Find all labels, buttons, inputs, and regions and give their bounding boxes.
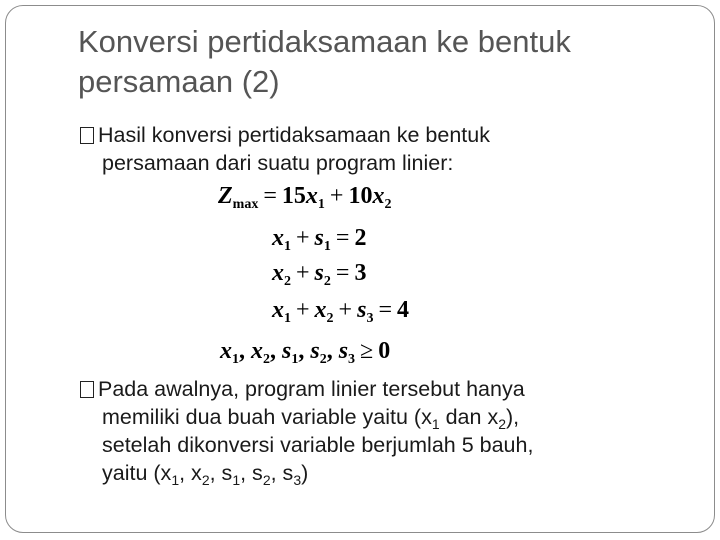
sub-max: max — [232, 197, 259, 212]
title-line-1: Konversi pertidaksamaan ke bentuk — [78, 24, 571, 59]
bullet-pada-awalnya — [80, 375, 533, 487]
var: s — [338, 338, 349, 364]
equation-1: $x_1 + s_1 = 2$ — [272, 225, 367, 254]
sub-a: 1 — [284, 311, 291, 326]
var: s — [310, 338, 320, 364]
var: s — [282, 338, 292, 364]
sub-2: 2 — [384, 197, 392, 212]
rhs: 3 — [354, 260, 367, 286]
sub-1: 1 — [317, 197, 325, 212]
equation-objective: $Z_{max} = 15x_1 + 10x_2$ — [218, 183, 392, 212]
sub: 3 — [348, 352, 356, 367]
title-line-2: persamaan (2) — [78, 64, 280, 99]
sub: 2 — [201, 472, 210, 488]
rhs: 4 — [396, 297, 409, 323]
bullet-box-icon — [80, 127, 94, 144]
sub: 2 — [263, 352, 270, 367]
var-a: x — [272, 260, 284, 286]
text: , x — [179, 461, 202, 485]
sub-c: 3 — [366, 311, 374, 326]
sub: 1 — [232, 472, 241, 488]
sub: 1 — [232, 352, 239, 367]
text: dan x — [439, 405, 499, 429]
var-a: x — [272, 225, 284, 251]
sub: 1 — [291, 352, 299, 367]
equation-2: $x_2 + s_2 = 3$ — [272, 260, 367, 289]
rhs: 2 — [354, 225, 367, 251]
rhs: 0 — [378, 338, 391, 364]
sub-b: 1 — [323, 239, 331, 254]
var-a: x — [272, 297, 284, 323]
sub-b: 2 — [326, 311, 334, 326]
sub-a: 1 — [284, 239, 291, 254]
text: yaitu (x — [102, 461, 172, 485]
sub: 2 — [319, 352, 327, 367]
sub: 1 — [171, 472, 180, 488]
slide-title — [78, 22, 698, 102]
bullet1-line1: Hasil konversi pertidaksamaan ke bentuk — [98, 123, 490, 147]
var-c: s — [357, 297, 367, 323]
bullet2-line3: setelah dikonversi variable berjumlah 5 bauh, — [102, 433, 534, 457]
bullet2-line4 — [80, 459, 533, 487]
equation-3: $x_1 + x_2 + s_3 = 4$ — [272, 297, 409, 326]
bullet-box-icon — [80, 381, 94, 398]
equation-nonnegativity: $x_1$, $x_2$, $s_1$, $s_2$, $s_3 \ge 0$ — [220, 338, 391, 367]
text: memiliki dua buah variable yaitu (x — [102, 405, 432, 429]
bullet-hasil-konversi — [80, 121, 490, 177]
var-x1: x — [305, 183, 318, 209]
text: , s — [240, 461, 263, 485]
bullet2-line2 — [80, 403, 533, 431]
text: ) — [301, 461, 309, 485]
var-b: s — [314, 260, 324, 286]
sub-b: 2 — [323, 274, 331, 289]
sub: 3 — [293, 472, 302, 488]
sub-a: 2 — [284, 274, 291, 289]
var: x — [220, 338, 232, 364]
bullet1-line2: persamaan dari suatu program linier: — [102, 151, 454, 175]
text: , s — [270, 461, 294, 485]
var-z: Z — [218, 183, 233, 209]
var-b: s — [314, 225, 324, 251]
bullet2-line1: Pada awalnya, program linier tersebut hanya — [98, 377, 525, 401]
sub: 2 — [498, 416, 506, 432]
var: x — [251, 338, 263, 364]
text: ), — [506, 405, 520, 429]
var-b: x — [314, 297, 327, 323]
text: , s — [209, 461, 233, 485]
coef-2: 10 — [348, 183, 373, 209]
sub: 2 — [262, 472, 271, 488]
sub: 1 — [431, 416, 440, 432]
var-x2: x — [372, 183, 385, 209]
coef-1: 15 — [281, 183, 306, 209]
